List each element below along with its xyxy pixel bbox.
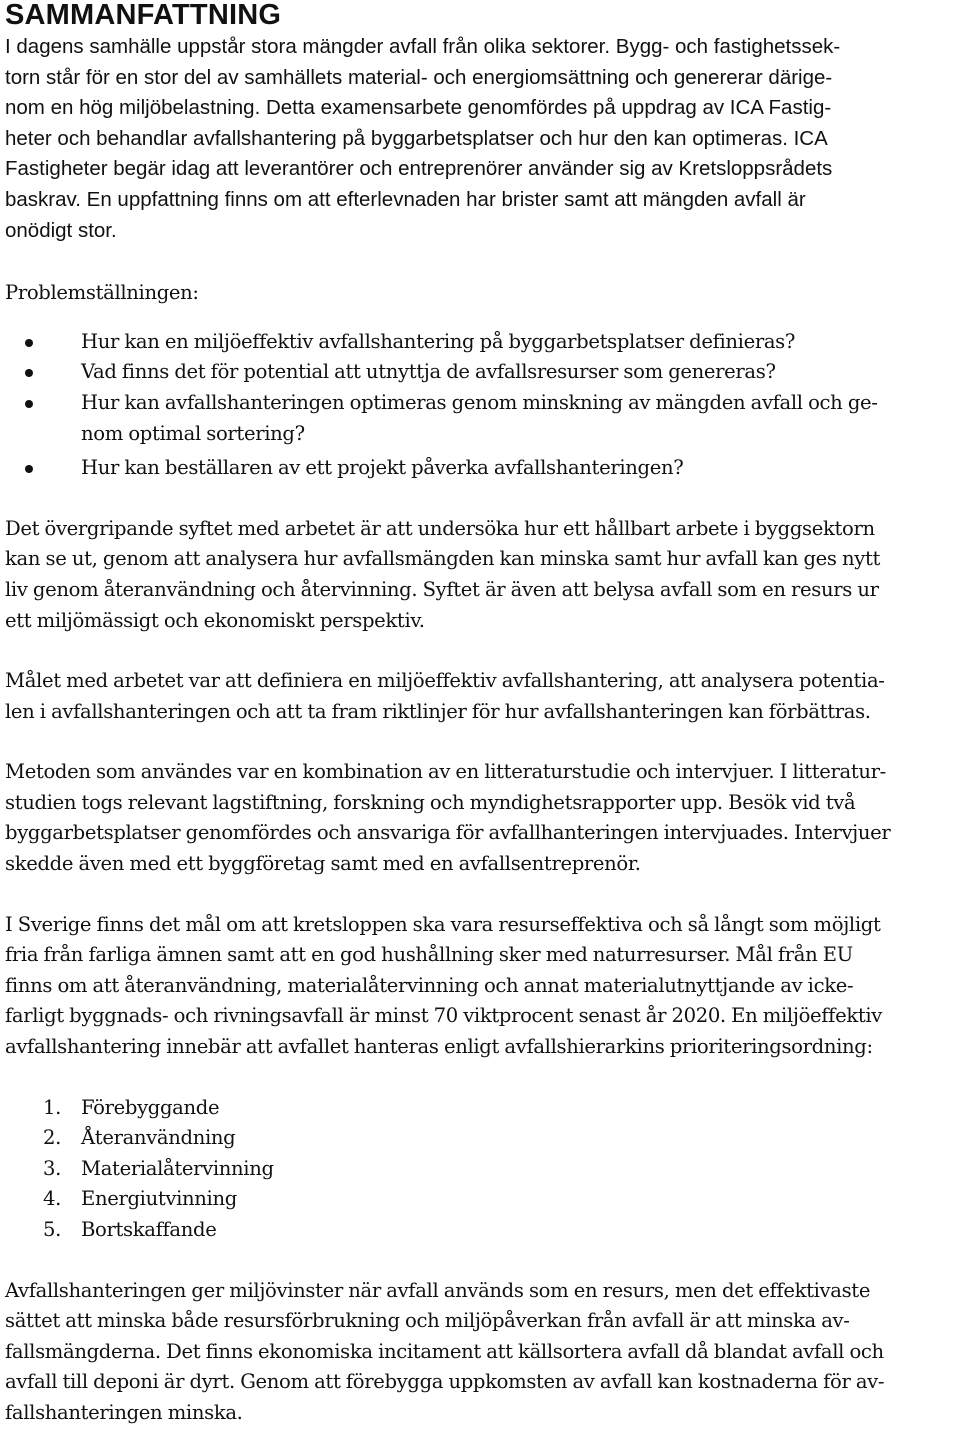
text-line: ett miljömässigt och ekonomiskt perspektiv. xyxy=(5,608,425,632)
text-line: I Sverige finns det mål om att kretsloppen ska vara resurseffektiva och så långt som möjligt xyxy=(5,912,881,936)
bullet-icon xyxy=(25,465,33,473)
text-line: liv genom återanvändning och återvinning. Syftet är även att belysa avfall som en resurs ur xyxy=(5,577,879,601)
list-item-label: Bortskaffande xyxy=(81,1218,217,1241)
bullet-icon xyxy=(25,339,33,347)
text-line: finns om att återanvändning, materialåtervinning och annat materialutnyttjande av icke- xyxy=(5,973,854,997)
text-line: Hur kan beställaren av ett projekt påverka avfallshanteringen? xyxy=(81,456,684,480)
text-line: len i avfallshanteringen och att ta fram riktlinjer för hur avfallshanteringen kan förbättras. xyxy=(5,699,871,723)
purpose-paragraph xyxy=(5,514,955,636)
question-list xyxy=(5,327,955,484)
list-item-label: Återanvändning xyxy=(81,1126,236,1150)
method-paragraph xyxy=(5,757,955,879)
text-line: baskrav. En uppfattning finns om att efterlevnaden har brister samt att mängden avfall är xyxy=(5,187,806,211)
list-item xyxy=(5,1093,955,1124)
list-item-label: Materialåtervinning xyxy=(81,1156,274,1180)
text-line: avfallshantering innebär att avfallet hanteras enligt avfallshierarkins prioriteringsordning: xyxy=(5,1035,873,1059)
text-line: nom en hög miljöbelastning. Detta examensarbete genomfördes på uppdrag av ICA Fastig- xyxy=(5,96,832,120)
list-number: 3. xyxy=(43,1156,61,1180)
text-line: Hur kan en miljöeffektiv avfallshantering på byggarbetsplatser definieras? xyxy=(81,329,796,353)
text-line: heter och behandlar avfallshantering på byggarbetsplatser och hur den kan optimeras. ICA xyxy=(5,126,828,150)
text-line: Hur kan avfallshanteringen optimeras genom minskning av mängden avfall och ge- xyxy=(81,390,878,414)
text-line: fallsmängderna. Det finns ekonomiska incitament att källsortera avfall då blandat avfall och xyxy=(5,1339,884,1363)
list-number: 5. xyxy=(43,1218,61,1241)
text-line: I dagens samhälle uppstår stora mängder avfall från olika sektorer. Bygg- och fastighetssek- xyxy=(5,35,841,58)
intro-paragraph xyxy=(5,32,955,246)
text-line: Metoden som användes var en kombination av en litteraturstudie och intervjuer. I litteratur- xyxy=(5,760,886,784)
text-line: Vad finns det för potential att utnyttja de avfallsresurser som genereras? xyxy=(81,360,776,384)
list-number: 2. xyxy=(43,1126,61,1150)
text-line: farligt byggnads- och rivningsavfall är minst 70 viktprocent senast år 2020. En miljöeffektiv xyxy=(5,1004,882,1028)
list-item xyxy=(5,357,955,388)
text-line: fallshanteringen minska. xyxy=(5,1400,243,1424)
text-line: Målet med arbetet var att definiera en miljöeffektiv avfallshantering, att analysera potentia- xyxy=(5,669,885,693)
text-line: nom optimal sortering? xyxy=(81,421,305,445)
text-line: studien togs relevant lagstiftning, forskning och myndighetsrapporter upp. Besök vid två xyxy=(5,790,856,814)
sweden-goals-paragraph xyxy=(5,910,955,1063)
list-item xyxy=(5,1215,955,1246)
page-title: SAMMANFATTNING xyxy=(5,0,282,31)
waste-hierarchy-list xyxy=(5,1093,955,1246)
text-line: Det övergripande syftet med arbetet är att undersöka hur ett hållbart arbete i byggsektorn xyxy=(5,516,875,540)
bullet-icon xyxy=(25,400,33,408)
list-item xyxy=(5,1123,955,1154)
text-line: fria från farliga ämnen samt att en god hushållning sker med naturresurser. Mål från EU xyxy=(5,943,853,967)
text-line: Fastigheter begär idag att leverantörer och entreprenörer använder sig av Kretsloppsrådets xyxy=(5,157,833,181)
problem-statement-label: Problemställningen: xyxy=(5,281,199,305)
list-item-label: Energiutvinning xyxy=(81,1187,237,1211)
list-item-label: Förebyggande xyxy=(81,1095,220,1119)
text-line: torn står för en stor del av samhällets material- och energiomsättning och genererar därige- xyxy=(5,65,833,89)
text-line: skedde även med ett byggföretag samt med en avfallsentreprenör. xyxy=(5,852,641,876)
text-line: Avfallshanteringen ger miljövinster när avfall används som en resurs, men det effektivaste xyxy=(5,1278,871,1302)
text-line: avfall till deponi är dyrt. Genom att förebygga uppkomsten av avfall kan kostnaderna för av- xyxy=(5,1370,885,1394)
text-line: byggarbetsplatser genomfördes och ansvariga för avfallhanteringen intervjuades. Intervjuer xyxy=(5,821,891,845)
list-item xyxy=(5,388,955,449)
text-line: kan se ut, genom att analysera hur avfallsmängden kan minska samt hur avfall kan ges nytt xyxy=(5,547,881,571)
list-number: 1. xyxy=(43,1095,61,1119)
text-line: sättet att minska både resursförbrukning och miljöpåverkan från avfall är att minska av- xyxy=(5,1309,850,1333)
conclusion-paragraph xyxy=(5,1276,955,1429)
document-page xyxy=(5,0,955,1429)
bullet-icon xyxy=(25,369,33,377)
goal-paragraph xyxy=(5,666,955,727)
list-number: 4. xyxy=(43,1187,61,1211)
list-item xyxy=(5,1154,955,1185)
list-item xyxy=(5,453,955,484)
list-item xyxy=(5,327,955,358)
text-line: onödigt stor. xyxy=(5,218,117,242)
list-item xyxy=(5,1184,955,1215)
